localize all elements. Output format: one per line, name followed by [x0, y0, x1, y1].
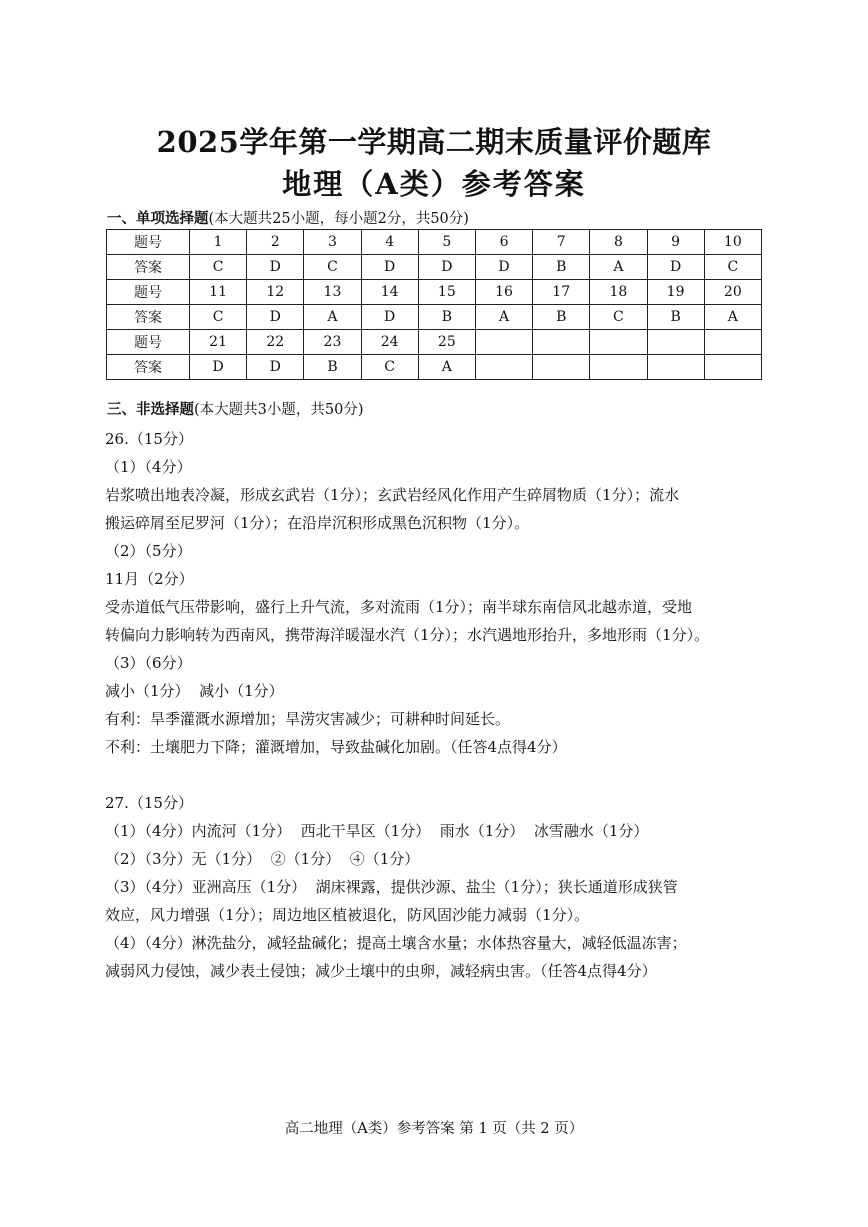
content-line: 11月（2分） — [105, 570, 194, 588]
table-row — [107, 255, 762, 280]
answer-table — [106, 229, 762, 380]
table-cell: D — [361, 255, 418, 280]
section-3-note: (本大题共3小题，共50分) — [194, 402, 364, 418]
table-row-header: 答案 — [107, 255, 190, 280]
table-row — [107, 230, 762, 255]
table-cell — [590, 355, 647, 380]
section-1-note: (本大题共25小题，每小题2分，共50分) — [208, 211, 469, 227]
table-cell: 7 — [533, 230, 590, 255]
table-cell: C — [190, 255, 247, 280]
content-line: 受赤道低气压带影响，盛行上升气流，多对流雨（1分）；南半球东南信风北越赤道，受地 — [105, 598, 693, 616]
table-row-header: 题号 — [107, 230, 190, 255]
table-cell: B — [418, 305, 475, 330]
section-1-heading — [107, 207, 469, 228]
table-cell: A — [418, 355, 475, 380]
table-row-header: 题号 — [107, 280, 190, 305]
table-row — [107, 330, 762, 355]
table-cell: C — [590, 305, 647, 330]
section-3-title: 三、非选择题 — [107, 401, 194, 418]
content-line: 不利：土壤肥力下降；灌溉增加，导致盐碱化加剧。（任答4点得4分） — [105, 738, 567, 756]
table-cell — [533, 330, 590, 355]
table-cell: 13 — [304, 280, 361, 305]
content-line: 转偏向力影响转为西南风，携带海洋暖湿水汽（1分）；水汽遇地形抬升，多地形雨（1分）。 — [105, 626, 710, 644]
table-cell: C — [704, 255, 761, 280]
content-line: （3）（4分）亚洲高压（1分） 湖床裸露，提供沙源、盐尘（1分）；狭长通道形成狭管 — [105, 878, 678, 896]
table-cell: 4 — [361, 230, 418, 255]
table-cell: 18 — [590, 280, 647, 305]
table-cell — [475, 330, 532, 355]
section-1-title: 一、单项选择题 — [107, 210, 209, 227]
content-line: 26.（15分） — [105, 430, 193, 448]
content-line: （3）（6分） — [105, 654, 192, 672]
table-cell: D — [247, 255, 304, 280]
content-line: 有利：旱季灌溉水源增加；旱涝灾害减少；可耕种时间延长。 — [105, 710, 511, 728]
table-cell: B — [304, 355, 361, 380]
table-cell: 8 — [590, 230, 647, 255]
table-cell: 11 — [190, 280, 247, 305]
page-footer: 高二地理（A类）参考答案 第 1 页（共 2 页） — [284, 1121, 584, 1137]
table-cell: D — [475, 255, 532, 280]
section-3-heading — [107, 398, 364, 419]
table-row-header: 题号 — [107, 330, 190, 355]
table-cell: B — [533, 305, 590, 330]
table-cell: B — [533, 255, 590, 280]
content-line: （2）（5分） — [105, 542, 192, 560]
table-cell: A — [475, 305, 532, 330]
table-cell: A — [590, 255, 647, 280]
content-line: 减弱风力侵蚀，减少表土侵蚀；减少土壤中的虫卵，减轻病虫害。（任答4点得4分） — [105, 962, 657, 980]
content-line: 27.（15分） — [105, 794, 193, 812]
table-row-header: 答案 — [107, 355, 190, 380]
table-cell — [704, 355, 761, 380]
table-cell: 2 — [247, 230, 304, 255]
document-title: 2025学年第一学期高二期末质量评价题库 — [156, 125, 712, 159]
table-cell: 23 — [304, 330, 361, 355]
table-cell: 5 — [418, 230, 475, 255]
table-row — [107, 305, 762, 330]
table-cell: 3 — [304, 230, 361, 255]
table-cell: 12 — [247, 280, 304, 305]
table-row — [107, 355, 762, 380]
table-cell: C — [190, 305, 247, 330]
table-cell: D — [418, 255, 475, 280]
table-cell: 9 — [647, 230, 704, 255]
table-cell: 6 — [475, 230, 532, 255]
table-cell: C — [361, 355, 418, 380]
table-cell: 10 — [704, 230, 761, 255]
table-cell: D — [247, 305, 304, 330]
table-cell: D — [647, 255, 704, 280]
table-row-header: 答案 — [107, 305, 190, 330]
table-cell: D — [361, 305, 418, 330]
table-cell: 22 — [247, 330, 304, 355]
table-cell: D — [247, 355, 304, 380]
table-cell: B — [647, 305, 704, 330]
table-cell — [647, 330, 704, 355]
document-subtitle: 地理（A类）参考答案 — [282, 167, 586, 201]
table-cell: 24 — [361, 330, 418, 355]
content-line: 搬运碎屑至尼罗河（1分）；在沿岸沉积形成黑色沉积物（1分）。 — [105, 514, 530, 532]
table-cell — [475, 355, 532, 380]
content-line: 减小（1分） 减小（1分） — [105, 682, 284, 700]
table-cell: 16 — [475, 280, 532, 305]
table-cell — [704, 330, 761, 355]
table-row — [107, 280, 762, 305]
content-line: 效应，风力增强（1分）；周边地区植被退化，防风固沙能力减弱（1分）。 — [105, 906, 590, 924]
table-cell: 20 — [704, 280, 761, 305]
content-line: （2）（3分）无（1分） ②（1分） ④（1分） — [105, 850, 420, 868]
table-cell: A — [304, 305, 361, 330]
content-line: 岩浆喷出地表冷凝，形成玄武岩（1分）；玄武岩经风化作用产生碎屑物质（1分）；流水 — [105, 486, 680, 504]
content-line: （1）（4分）内流河（1分） 西北干旱区（1分） 雨水（1分） 冰雪融水（1分） — [105, 822, 649, 840]
table-cell — [533, 355, 590, 380]
table-cell: D — [190, 355, 247, 380]
content-line: （1）（4分） — [105, 458, 192, 476]
table-cell: A — [704, 305, 761, 330]
table-cell: 17 — [533, 280, 590, 305]
table-cell: C — [304, 255, 361, 280]
table-cell: 19 — [647, 280, 704, 305]
table-cell: 14 — [361, 280, 418, 305]
table-cell — [590, 330, 647, 355]
table-cell: 25 — [418, 330, 475, 355]
table-cell — [647, 355, 704, 380]
content-line: （4）（4分）淋洗盐分，减轻盐碱化；提高土壤含水量；水体热容量大，减轻低温冻害； — [105, 934, 687, 952]
table-cell: 21 — [190, 330, 247, 355]
table-cell: 15 — [418, 280, 475, 305]
table-cell: 1 — [190, 230, 247, 255]
